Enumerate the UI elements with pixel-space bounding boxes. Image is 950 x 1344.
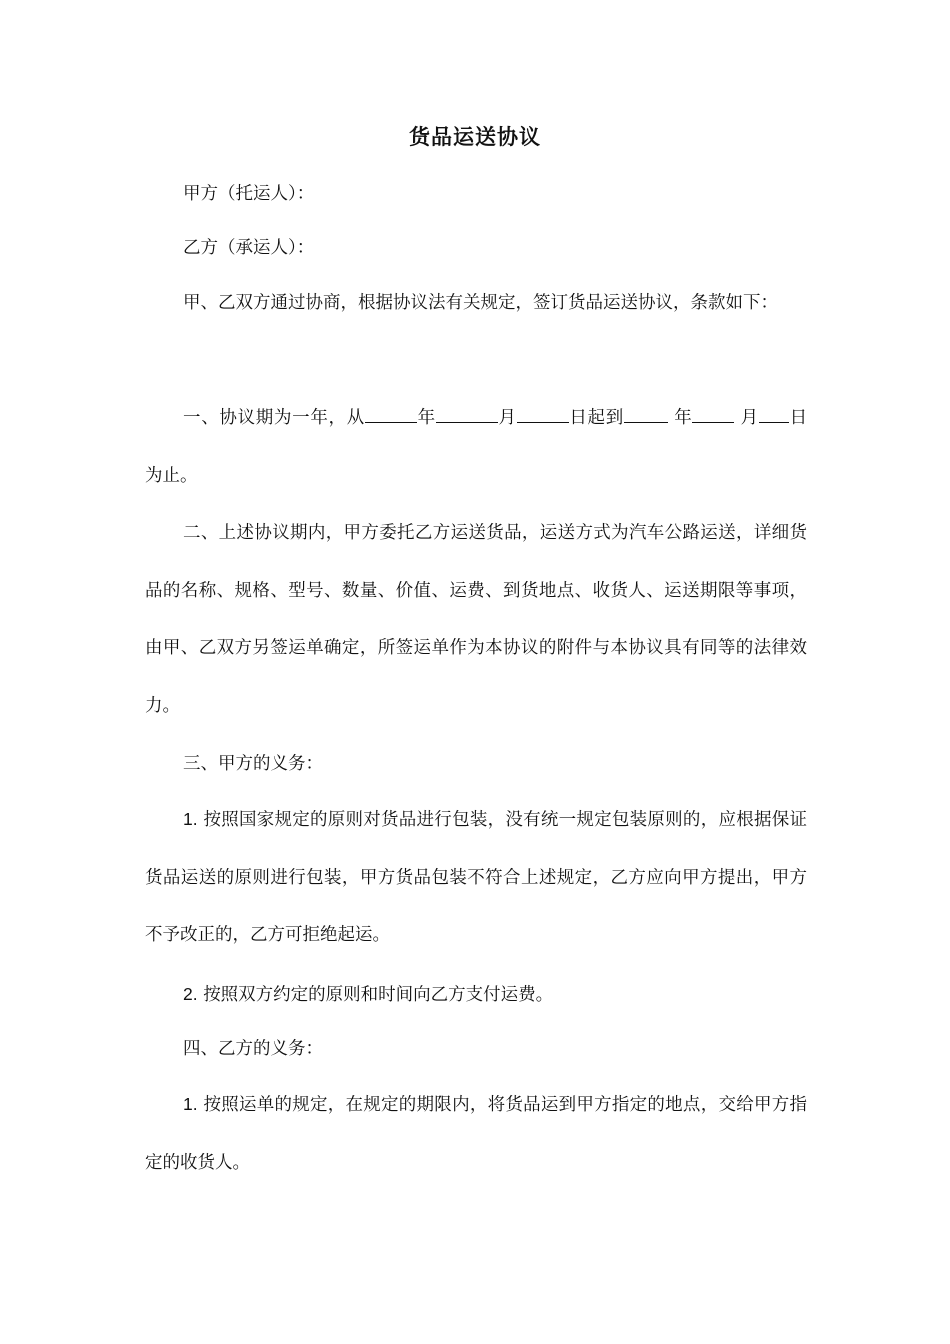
clause-4-item-1-text: 按照运单的规定，在规定的期限内，将货品运到甲方指定的地点，交给甲方指定的收货人。: [145, 1095, 807, 1173]
clause-4-item-1: [145, 1076, 807, 1192]
clause-1-year-end-label: 年: [674, 408, 693, 428]
month-start-blank: [436, 405, 498, 423]
clause-1-tail: 日为止。: [145, 408, 808, 486]
day-end-blank: [759, 405, 789, 423]
intro-paragraph: 甲、乙双方通过协商，根据协议法有关规定，签订货品运送协议，条款如下：: [183, 293, 778, 313]
clause-1-paragraph: [145, 390, 807, 505]
clause-4-heading: 四、乙方的义务：: [183, 1039, 323, 1059]
clause-3-heading: 三、甲方的义务：: [183, 754, 323, 774]
day-start-blank: [517, 405, 569, 423]
clause-2-paragraph: 二、上述协议期内，甲方委托乙方运送货品，运送方式为汽车公路运送，详细货品的名称、规格、型号、数量、价值、运费、到货地点、收货人、运送期限等事项，由甲、乙双方另签运单确定，所签运单作为本协议的附件与本协议具有同等的法律效力。: [145, 523, 807, 716]
clause-3-item-1-number: 1.: [183, 809, 198, 829]
clause-1-month-end-label: 月: [740, 408, 759, 428]
clause-3-item-2: [145, 966, 807, 1025]
party-b-line: 乙方（承运人）：: [183, 238, 315, 258]
clause-3-item-1: [145, 791, 807, 965]
clause-1-year-label: 年: [416, 408, 436, 428]
clause-3-item-2-number: 2.: [183, 984, 198, 1004]
clause-1-lead: 一、协议期为一年，从: [183, 408, 365, 428]
year-end-blank: [624, 405, 668, 423]
clause-1-day-to-label: 日起到: [568, 408, 624, 428]
clause-3-item-2-text: 按照双方约定的原则和时间向乙方支付运费。: [203, 985, 554, 1005]
clause-1-month-label: 月: [497, 408, 517, 428]
clause-4-item-1-number: 1.: [183, 1094, 198, 1114]
clause-3-item-1-text: 按照国家规定的原则对货品进行包装，没有统一规定包装原则的，应根据保证货品运送的原则进行包装，甲方货品包装不符合上述规定，乙方应向甲方提出，甲方不予改正的，乙方可拒绝起运。: [145, 810, 807, 945]
month-end-blank: [692, 405, 734, 423]
year-start-blank: [365, 405, 417, 423]
document-title: 货品运送协议: [409, 125, 541, 149]
party-a-line: 甲方（托运人）：: [183, 184, 315, 204]
